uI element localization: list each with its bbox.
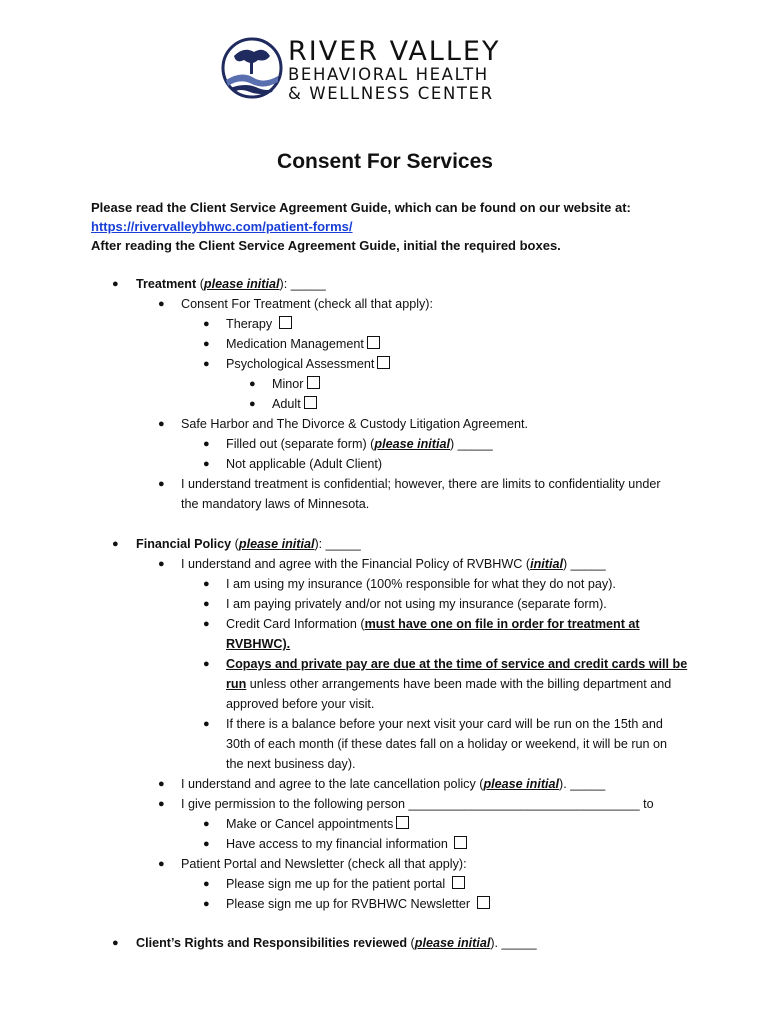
financial-heading: Financial Policy (please initial): _____ — [136, 537, 361, 551]
balance-item-cont: 30th of each month (if these dates fall on a holiday or weekend, it will be run on — [226, 737, 668, 751]
medication-option: Medication Management — [226, 336, 380, 352]
medication-checkbox[interactable] — [367, 336, 380, 349]
river-logo-icon — [220, 36, 284, 100]
bullet: ● — [203, 818, 210, 830]
page-title: Consent For Services — [277, 150, 493, 173]
bullet: ● — [249, 398, 256, 410]
adult-option: Adult — [272, 396, 317, 412]
bullet: ● — [203, 578, 210, 590]
financial-access-option: Have access to my financial information — [226, 836, 467, 852]
bullet: ● — [249, 378, 256, 390]
late-cancellation-item: I understand and agree to the late cancellation policy (please initial). _____ — [181, 777, 606, 791]
bullet: ● — [203, 598, 210, 610]
therapy-checkbox[interactable] — [279, 316, 292, 329]
filled-out-option: Filled out (separate form) (please initial) _____ — [226, 437, 493, 451]
bullet: ● — [203, 458, 210, 470]
bullet: ● — [158, 478, 165, 490]
bullet: ● — [203, 438, 210, 450]
bullet: ● — [203, 718, 210, 730]
confidential-item: I understand treatment is confidential; however, there are limits to confidentiality under — [181, 477, 661, 491]
therapy-option: Therapy — [226, 316, 292, 332]
safe-harbor-item: Safe Harbor and The Divorce & Custody Litigation Agreement. — [181, 417, 528, 431]
logo-line-2: BEHAVIORAL HEALTH — [288, 65, 489, 84]
bullet: ● — [158, 418, 165, 430]
credit-card-item: Credit Card Information (must have one on file in order for treatment at — [226, 617, 640, 631]
bullet: ● — [203, 658, 210, 670]
permission-item: I give permission to the following person _________________________________ to — [181, 797, 654, 811]
psych-option: Psychological Assessment — [226, 356, 390, 372]
treatment-heading: Treatment (please initial): _____ — [136, 277, 326, 291]
bullet: ● — [203, 358, 210, 370]
bullet: ● — [158, 558, 165, 570]
bullet: ● — [158, 778, 165, 790]
logo — [220, 36, 560, 106]
minor-checkbox[interactable] — [307, 376, 320, 389]
consent-treatment-item: Consent For Treatment (check all that apply): — [181, 297, 433, 311]
bullet: ● — [112, 278, 119, 290]
bullet: ● — [203, 338, 210, 350]
minor-option: Minor — [272, 376, 320, 392]
copays-item-cont: run unless other arrangements have been made with the billing department and — [226, 677, 672, 691]
logo-line-1: RIVER VALLEY — [288, 36, 501, 67]
insurance-option: I am using my insurance (100% responsible for what they do not pay). — [226, 577, 616, 591]
logo-line-3: & WELLNESS CENTER — [288, 84, 494, 103]
bullet: ● — [203, 898, 210, 910]
make-cancel-option: Make or Cancel appointments — [226, 816, 409, 832]
bullet: ● — [203, 838, 210, 850]
bullet: ● — [112, 538, 119, 550]
financial-access-checkbox[interactable] — [454, 836, 467, 849]
balance-item-cont2: the next business day). — [226, 757, 356, 771]
newsletter-option: Please sign me up for RVBHWC Newsletter — [226, 896, 490, 912]
bullet: ● — [203, 878, 210, 890]
credit-card-item-cont: RVBHWC). — [226, 637, 291, 651]
portal-option: Please sign me up for the patient portal — [226, 876, 465, 892]
intro-instruction: After reading the Client Service Agreement Guide, initial the required boxes. — [91, 238, 561, 253]
copays-item: Copays and private pay are due at the time of service and credit cards will be — [226, 657, 688, 671]
make-cancel-checkbox[interactable] — [396, 816, 409, 829]
adult-checkbox[interactable] — [304, 396, 317, 409]
confidential-item-cont: the mandatory laws of Minnesota. — [181, 497, 370, 511]
bullet: ● — [203, 318, 210, 330]
rights-heading: Client’s Rights and Responsibilities reviewed (please initial). _____ — [136, 936, 537, 950]
balance-item: If there is a balance before your next visit your card will be run on the 15th and — [226, 717, 663, 731]
copays-item-cont2: approved before your visit. — [226, 697, 375, 711]
private-pay-option: I am paying privately and/or not using my insurance (separate form). — [226, 597, 607, 611]
psych-checkbox[interactable] — [377, 356, 390, 369]
not-applicable-option: Not applicable (Adult Client) — [226, 457, 383, 471]
newsletter-checkbox[interactable] — [477, 896, 490, 909]
bullet: ● — [158, 798, 165, 810]
bullet: ● — [203, 618, 210, 630]
intro — [91, 198, 631, 255]
patient-forms-link[interactable]: https://rivervalleybhwc.com/patient-forms/ — [91, 219, 353, 234]
financial-agree-item: I understand and agree with the Financial Policy of RVBHWC (initial) _____ — [181, 557, 606, 571]
portal-newsletter-item: Patient Portal and Newsletter (check all that apply): — [181, 857, 467, 871]
bullet: ● — [112, 937, 119, 949]
intro-line: Please read the Client Service Agreement Guide, which can be found on our website at: — [91, 200, 631, 215]
bullet: ● — [158, 298, 165, 310]
portal-checkbox[interactable] — [452, 876, 465, 889]
bullet: ● — [158, 858, 165, 870]
